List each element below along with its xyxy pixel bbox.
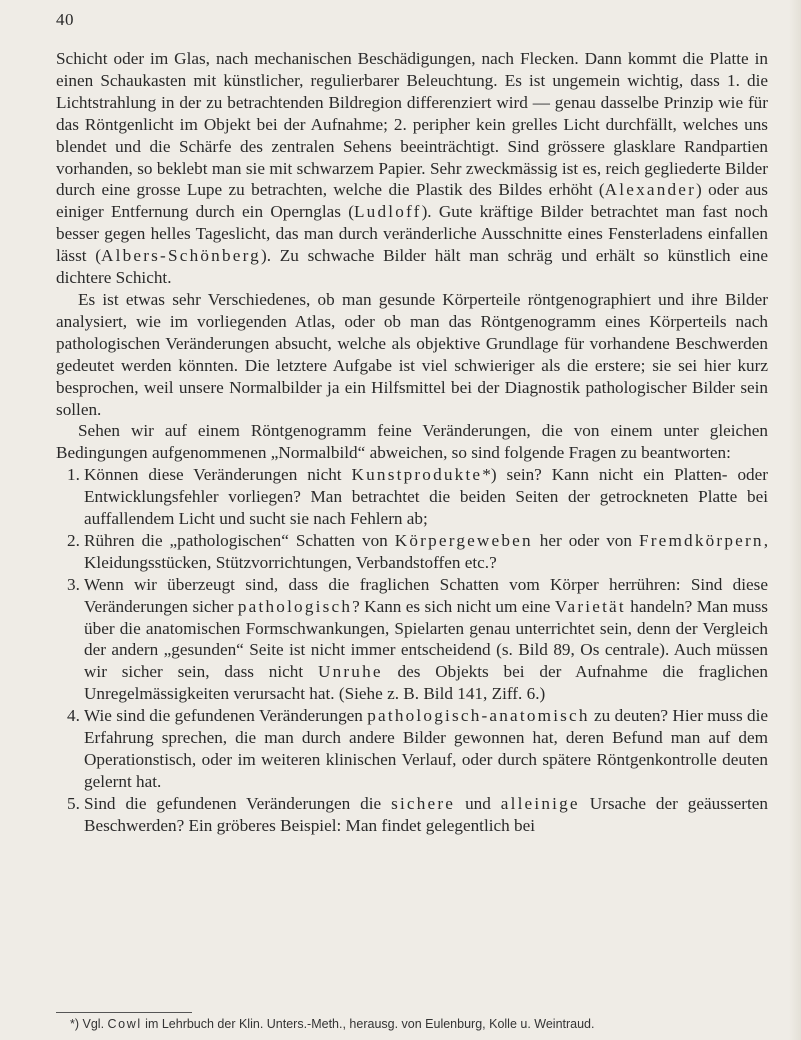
list-item-text: Wenn wir überzeugt sind, dass die fraglichen Schatten vom Körper herrühren: Sind diese Veränderungen sicher — [84, 574, 768, 616]
list-number: 1. — [67, 465, 80, 485]
list-item-text: des Objekts bei der Aufnahme die fraglichen Unregelmässigkeiten verursacht hat. (Siehe z. B. Bild 141, Ziff. 6.) — [84, 662, 768, 704]
list-item — [56, 464, 768, 530]
list-item-text: Ursache der geäusserten Beschwerden? Ein gröberes Beispiel: Man findet gelegentlich bei — [84, 793, 768, 835]
spaced-term: sichere — [391, 793, 456, 813]
list-item — [56, 705, 768, 793]
footnote-rule — [56, 1012, 192, 1013]
body-text — [56, 48, 768, 837]
list-item — [56, 530, 768, 574]
spaced-term: Varietät — [554, 596, 626, 616]
spaced-term: Körpergeweben — [394, 530, 533, 550]
list-item-text: Können diese Veränderungen nicht — [84, 465, 352, 485]
paragraph-1 — [56, 48, 768, 289]
footnote-author: Cowl — [107, 1017, 142, 1031]
list-item-text: handeln? Man muss über die anatomischen Formschwankungen, Spielarten genau unterrichtet sein, denn der Vergleich der andern „gesunden“ Seite ist nicht immer entscheidend (s. Bild 89, Os centrale). Auch müssen wir sicher sein, dass nicht — [84, 596, 768, 682]
list-item-text: zu deuten? Hier muss die Erfahrung sprechen, die man durch andere Bilder gewonnen hat, deren Befund man auf dem Operationstisch, oder im weiteren klinischen Verlauf, oder durch spätere Röntgenkontrolle deuten gelernt hat. — [84, 706, 768, 791]
list-item-text: , Kleidungsstücken, Stützvorrichtungen, Verbandstoffen etc.? — [84, 530, 768, 572]
paragraph-2: Es ist etwas sehr Verschiedenes, ob man gesunde Körperteile röntgenographiert und ihre Bilder analysiert, wie im vorliegenden Atlas, oder ob man das Röntgenogramm eines Körperteils nach pathologischen Veränderungen absucht, welche als objektive Grundlage für vorhandene Beschwerden gedeutet werden könnten. Die letztere Aufgabe ist viel schwieriger als die erstere; sie sei hier kurz besprochen, weil unsere Normalbilder ja ein Hilfsmittel bei der Diagnostik pathologischer Bilder sein sollen. — [56, 289, 768, 419]
question-list — [56, 464, 768, 836]
list-item — [56, 574, 768, 705]
list-number: 3. — [67, 574, 80, 594]
list-item-text: Rühren die „pathologischen“ Schatten von — [84, 530, 395, 550]
page-number: 40 — [56, 10, 74, 29]
spaced-term: pathologisch-anatomisch — [367, 706, 590, 726]
list-item-text: Sind die gefundenen Veränderungen die — [84, 793, 392, 813]
page-edge — [789, 0, 801, 1040]
paragraph-3: Sehen wir auf einem Röntgenogramm feine Veränderungen, die von einem unter gleichen Bedingungen aufgenommenen „Normalbild“ abweichen, so sind folgende Fragen zu beantworten: — [56, 421, 768, 463]
footnote-mark: *) Vgl. — [70, 1017, 108, 1031]
list-item-text: *) sein? Kann nicht ein Platten- oder Entwicklungsfehler vorliegen? Man betrachtet die beiden Seiten der getrockneten Platte bei auffallendem Licht und sucht sie nach Fehlern ab; — [84, 465, 768, 529]
paragraph-1-text: Schicht oder im Glas, nach mechanischen Beschädigungen, nach Flecken. Dann kommt die Platte in einen Schaukasten mit künstlicher, regulierbarer Beleuchtung. Es ist ungemein wichtig, dass 1. die Lichtstrahlung in der zu betrachtenden Bildregion differenziert wird — genau dasselbe Prinzip wie für das Röntgenlicht im Objekt bei der Aufnahme; 2. peripher kein grelles Licht durchfällt, welches uns blendet und die Schärfe des zentralen Sehens beeinträchtigt. Sind grössere glasklare Randpartien vorhanden, so beklebt man sie mit schwarzem Papier. Sehr zweckmässig ist es, reich gegliederte Bilder durch eine grosse Lupe zu betrachten, welche die Plastik des Bildes erhöht ( — [56, 49, 768, 200]
spaced-term: Kunstprodukte — [351, 465, 483, 485]
paragraph-1-text-c: ). Gute kräftige Bilder betrachtet man fast noch besser gegen helles Tageslicht, das man durch veränderliche Ausschnitte eines Fensterladens einfallen lässt ( — [56, 202, 769, 266]
list-item-text: Wie sind die gefundenen Veränderungen — [84, 706, 368, 726]
list-item — [56, 793, 768, 837]
author-alexander: Alexander — [604, 180, 697, 200]
list-number: 2. — [67, 530, 80, 550]
author-albers-schoenberg: Albers-Schönberg — [101, 246, 261, 266]
footnote-text: im Lehrbuch der Klin. Unters.-Meth., herausg. von Eulenburg, Kolle u. Weintraud. — [141, 1017, 595, 1031]
list-number: 5. — [67, 793, 80, 813]
spaced-term: Fremdkörpern — [638, 530, 764, 550]
spaced-term: pathologisch — [237, 596, 353, 616]
footnote — [70, 1016, 770, 1032]
list-item-text: ? Kann es sich nicht um eine — [352, 596, 555, 616]
list-item-text: und — [455, 793, 501, 813]
author-ludloff: Ludloff — [353, 202, 422, 222]
list-item-text: her oder von — [532, 530, 639, 550]
spaced-term: alleinige — [500, 793, 580, 813]
spaced-term: Unruhe — [317, 662, 383, 682]
list-number: 4. — [67, 706, 80, 726]
paragraph-1-text-d: ). Zu schwache Bilder hält man schräg und erhält so künstlich eine dichtere Schicht. — [56, 246, 769, 288]
paragraph-1-text-b: ) oder aus einiger Entfernung durch ein Opernglas ( — [56, 180, 768, 222]
